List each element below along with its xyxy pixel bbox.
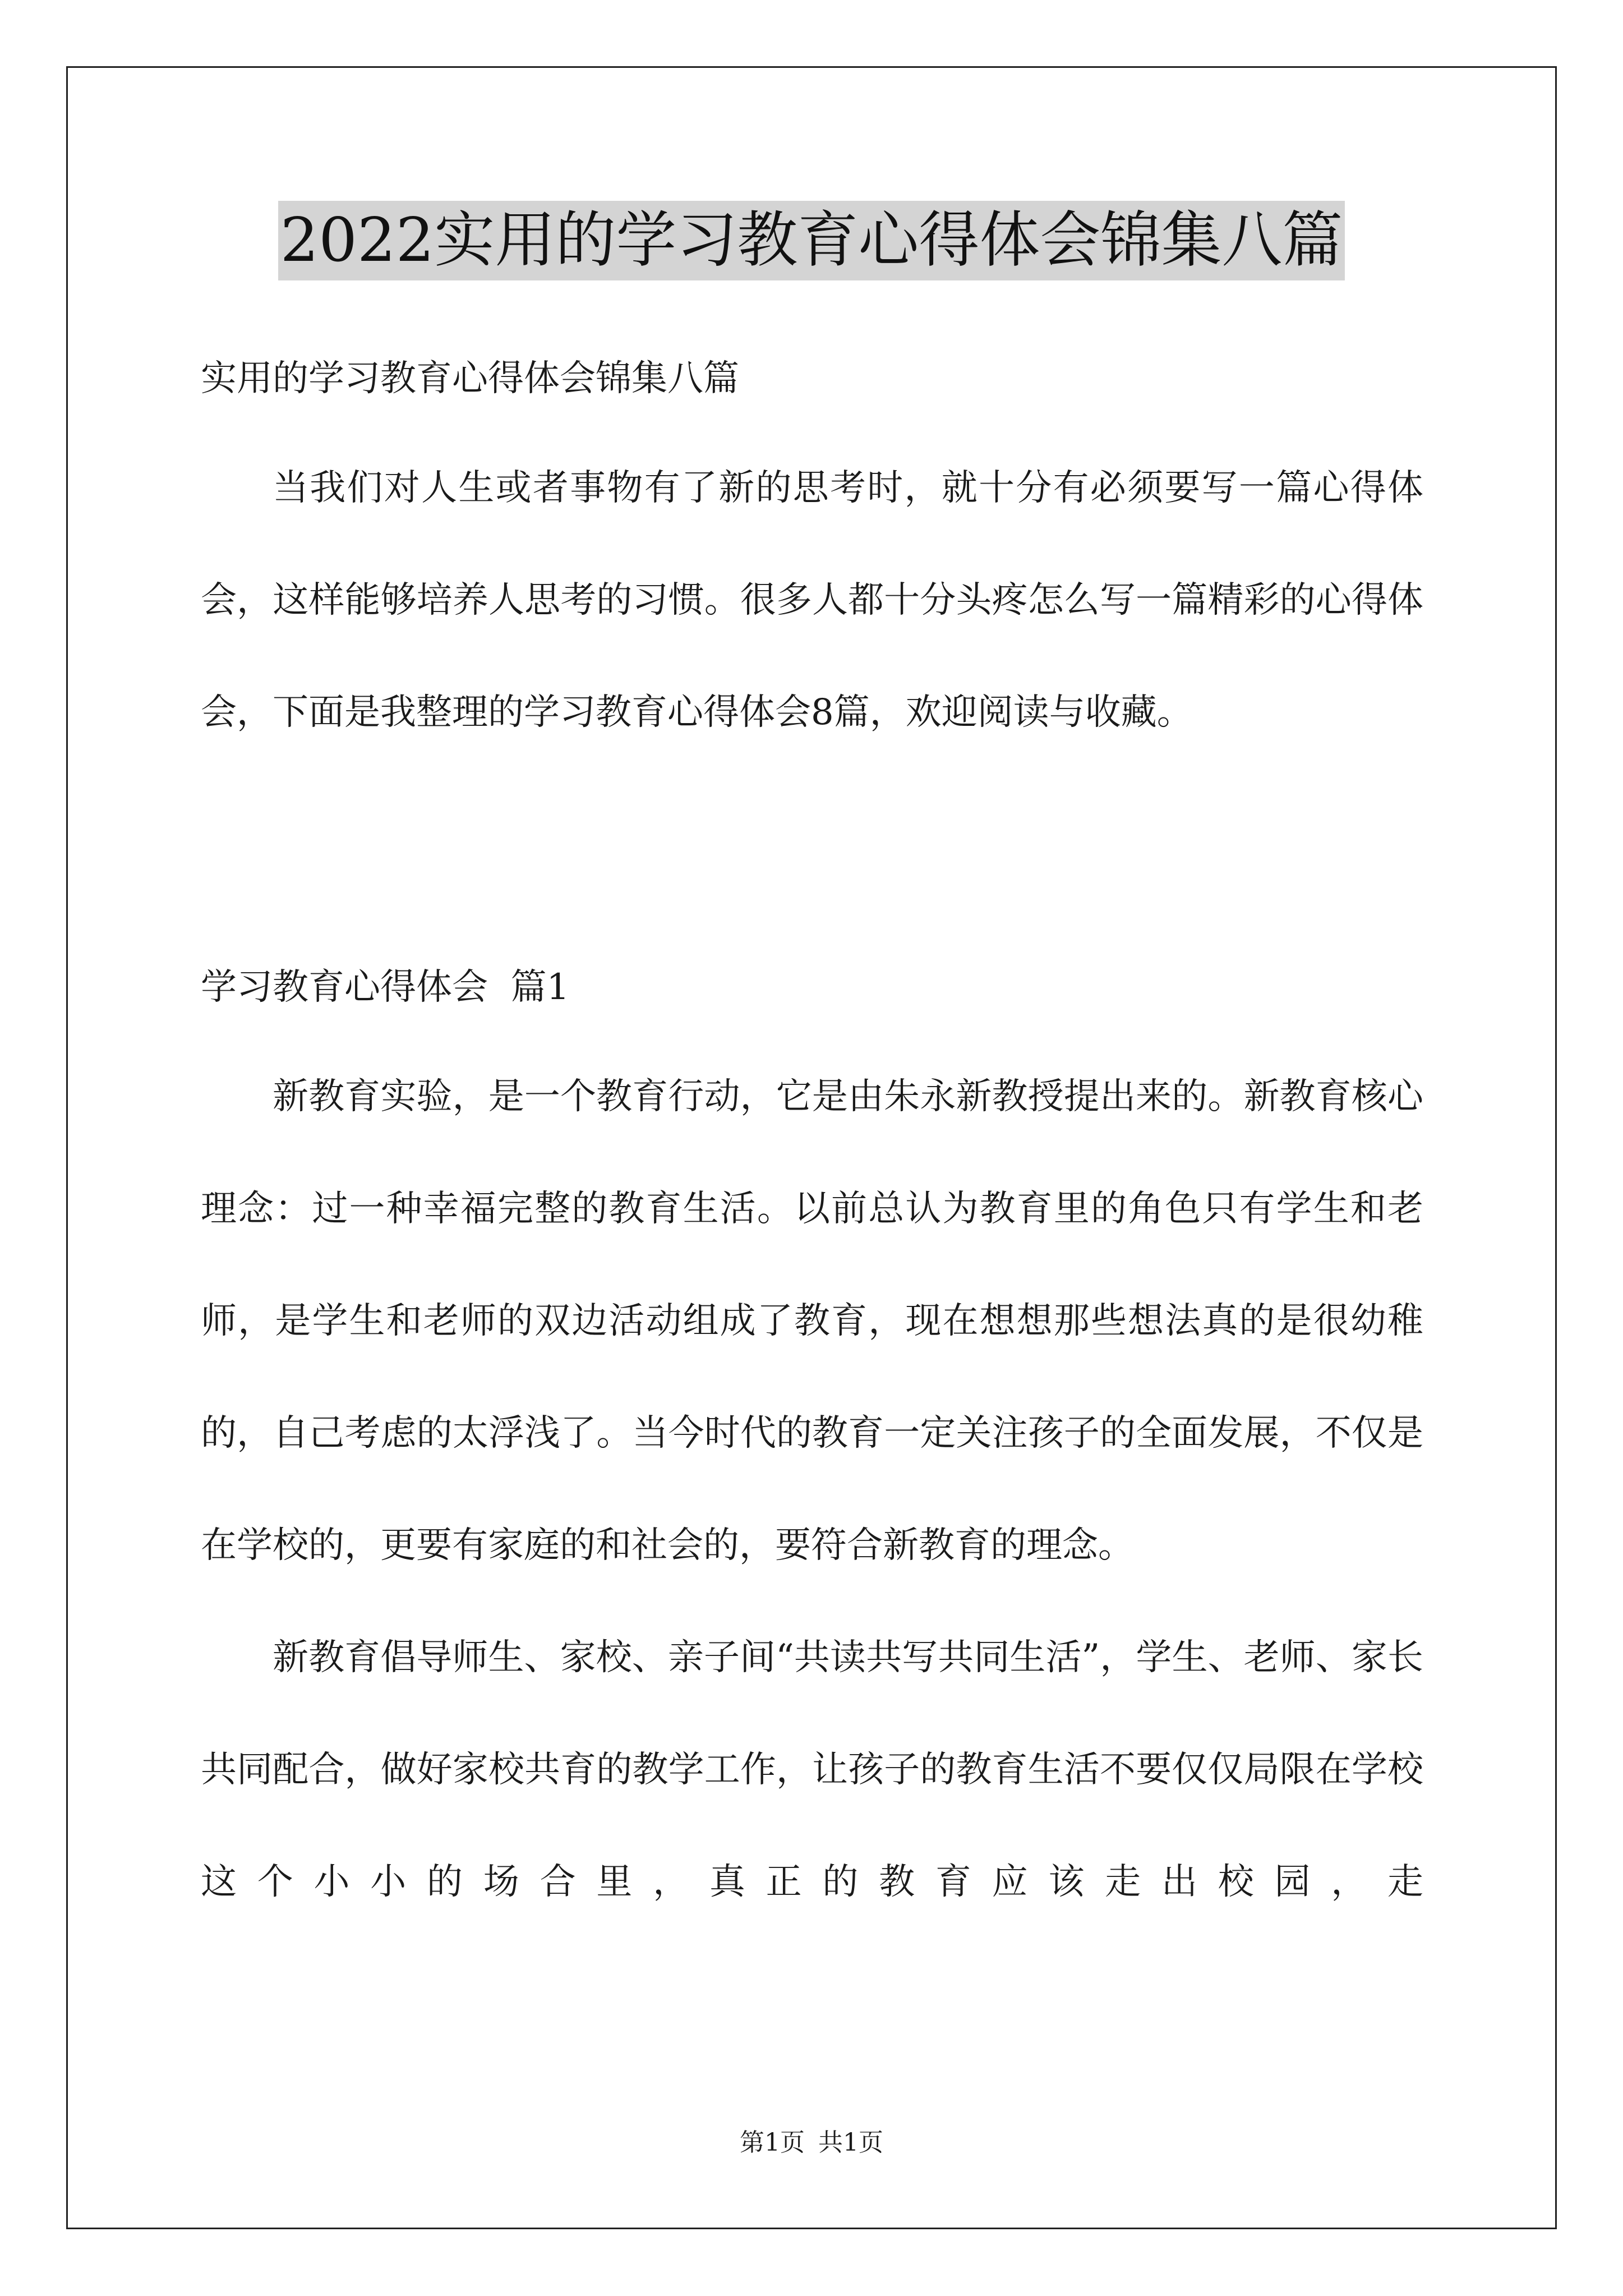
page-number: 第1页 bbox=[740, 2128, 805, 2157]
intro-section bbox=[201, 432, 1423, 769]
intro-paragraph: 当我们对人生或者事物有了新的思考时，就十分有必须要写一篇心得体会，这样能够培养人思考的习惯。很多人都十分头疼怎么写一篇精彩的心得体会，下面是我整理的学习教育心得体会8篇，欢迎阅读与收藏。 bbox=[201, 467, 1423, 733]
section-heading-text: 学习教育心得体会 篇1 bbox=[201, 967, 570, 1008]
title-container bbox=[0, 201, 1623, 280]
page-footer bbox=[0, 2126, 1623, 2160]
section-heading bbox=[201, 931, 1423, 1043]
section-paragraph-2: 新教育倡导师生、家校、亲子间“共读共写共同生活”，学生、老师、家长共同配合，做好家校共育的教学工作，让孩子的教育生活不要仅仅局限在学校这个小小的场合里，真正的教育应该走出校园，走 bbox=[201, 1637, 1423, 1903]
page-total: 共1页 bbox=[818, 2128, 883, 2157]
document-title: 2022实用的学习教育心得体会锦集八篇 bbox=[278, 201, 1345, 280]
document-subtitle bbox=[201, 323, 1423, 435]
subtitle-text: 实用的学习教育心得体会锦集八篇 bbox=[201, 358, 739, 399]
section-paragraph-1: 新教育实验，是一个教育行动，它是由朱永新教授提出来的。新教育核心理念：过一种幸福完整的教育生活。以前总认为教育里的角色只有学生和老师，是学生和老师的双边活动组成了教育，现在想想那些想法真的是很幼稚的，自己考虑的太浮浅了。当今时代的教育一定关注孩子的全面发展，不仅是在学校的，更要有家庭的和社会的，要符合新教育的理念。 bbox=[201, 1076, 1423, 1566]
section-body bbox=[201, 1041, 1423, 1938]
